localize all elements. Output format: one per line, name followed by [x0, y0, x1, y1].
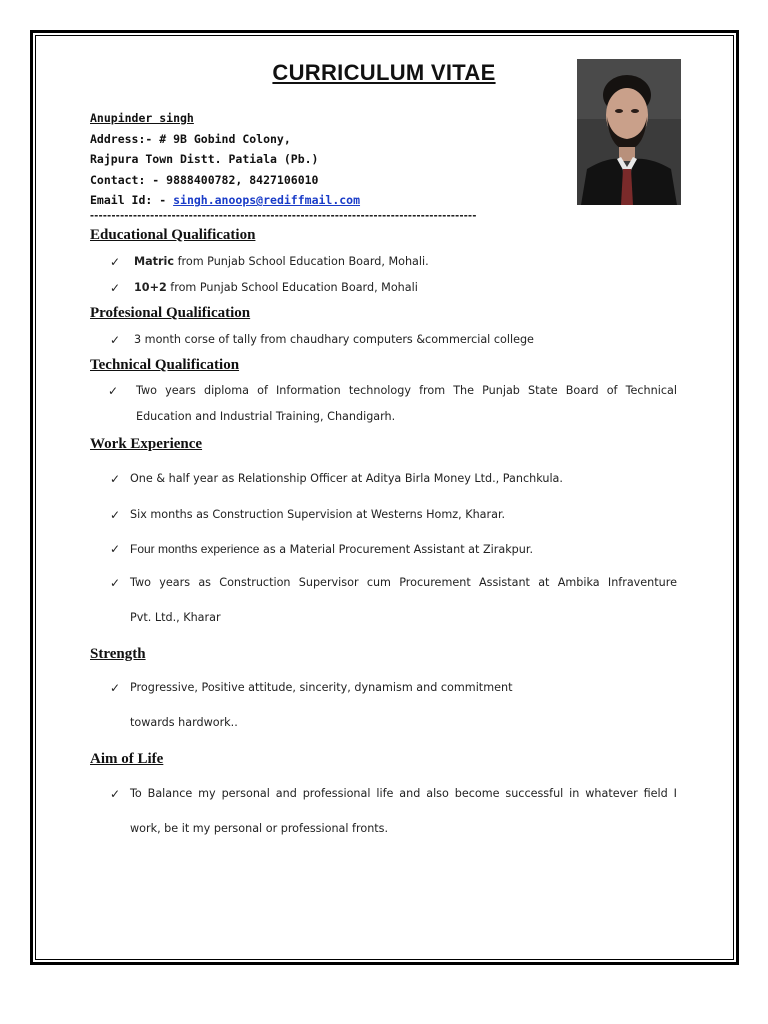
- contact-numbers: Contact: - 9888400782, 8427106010: [90, 172, 319, 187]
- check-icon: ✓: [110, 255, 121, 269]
- email-link[interactable]: singh.anoops@rediffmail.com: [173, 193, 361, 207]
- technical-line-1: [136, 384, 677, 397]
- check-icon: ✓: [110, 333, 121, 347]
- work-detail: One & half year as Relationship Officer at Aditya Birla Money Ltd., Panchkula.: [130, 472, 563, 485]
- qualification-detail: from Punjab School Education Board, Mohali.: [174, 255, 429, 268]
- word: as: [198, 576, 211, 589]
- word: cum: [366, 576, 391, 589]
- check-icon: ✓: [110, 787, 121, 801]
- word: become: [454, 787, 500, 800]
- word: technology: [348, 384, 411, 397]
- qualification-name: Matric: [134, 255, 175, 268]
- work-line-2: Pvt. Ltd., Kharar: [130, 611, 221, 624]
- profile-photo: [577, 59, 681, 205]
- word: years: [159, 576, 191, 589]
- word: in: [569, 787, 580, 800]
- professional-detail: 3 month corse of tally from chaudhary computers &commercial college: [134, 333, 534, 346]
- word: Infraventure: [607, 576, 677, 589]
- check-icon: ✓: [110, 576, 121, 590]
- email-label: Email Id: -: [90, 193, 174, 207]
- check-icon: ✓: [110, 281, 121, 295]
- word: Technical: [625, 384, 677, 397]
- qualification-detail: from Punjab School Education Board, Mohali: [166, 281, 418, 294]
- word: I: [673, 787, 677, 800]
- technical-heading: Technical Qualification: [90, 357, 240, 373]
- work-detail: Six months as Construction Supervision at Westerns Homz, Kharar.: [130, 508, 506, 521]
- technical-line-2: Education and Industrial Training, Chandigarh.: [136, 410, 396, 423]
- check-icon: ✓: [108, 384, 119, 398]
- word: my: [198, 787, 216, 800]
- aim-heading: Aim of Life: [90, 751, 164, 767]
- word: successful: [505, 787, 564, 800]
- separator-line: ------------------------------------------------------------------------------------------: [90, 208, 477, 222]
- work-heading: Work Experience: [90, 436, 203, 452]
- word: years: [165, 384, 196, 397]
- candidate-name: Anupinder singh: [90, 111, 194, 125]
- word: Two: [136, 384, 157, 397]
- word: professional: [302, 787, 371, 800]
- word: life: [376, 787, 394, 800]
- word: State: [528, 384, 558, 397]
- word: from: [419, 384, 446, 397]
- word: whatever: [585, 787, 638, 800]
- address-line-1: Address:- # 9B Gobind Colony,: [90, 131, 291, 146]
- word: of: [257, 384, 268, 397]
- check-icon: ✓: [110, 542, 121, 556]
- check-icon: ✓: [110, 681, 121, 695]
- check-icon: ✓: [110, 472, 121, 486]
- work-duration: Four months experience: [130, 542, 260, 556]
- personal-details: [90, 108, 360, 211]
- strength-heading: Strength: [90, 646, 146, 662]
- word: Procurement: [399, 576, 471, 589]
- word: Balance: [147, 787, 193, 800]
- word: Assistant: [478, 576, 530, 589]
- address-line-2: Rajpura Town Distt. Patiala (Pb.): [90, 152, 319, 166]
- word: Construction: [219, 576, 291, 589]
- word: of: [606, 384, 618, 397]
- work-line-1: [130, 576, 677, 589]
- word: Supervisor: [298, 576, 359, 589]
- education-heading: Educational Qualification: [90, 227, 256, 243]
- work-detail: as a Material Procurement Assistant at Zirakpur.: [259, 543, 534, 556]
- word: and: [275, 787, 297, 800]
- document-title: CURRICULUM VITAE: [272, 60, 496, 85]
- professional-heading: Profesional Qualification: [90, 305, 251, 321]
- word: Ambika: [557, 576, 600, 589]
- strength-line-1: Progressive, Positive attitude, sincerity, dynamism and commitment: [130, 681, 513, 694]
- word: personal: [221, 787, 270, 800]
- word: and: [399, 787, 421, 800]
- qualification-name: 10+2: [134, 281, 167, 294]
- word: at: [538, 576, 550, 589]
- word: diploma: [203, 384, 249, 397]
- word: Information: [275, 384, 341, 397]
- word: field: [643, 787, 668, 800]
- word: The: [453, 384, 475, 397]
- word: also: [426, 787, 449, 800]
- check-icon: ✓: [110, 508, 121, 522]
- word: Board: [565, 384, 599, 397]
- word: Punjab: [482, 384, 520, 397]
- strength-line-2: towards hardwork..: [130, 716, 238, 729]
- word: Two: [130, 576, 151, 589]
- aim-line-2: work, be it my personal or professional fronts.: [130, 822, 389, 835]
- word: To: [130, 787, 142, 800]
- aim-line-1: [130, 787, 677, 800]
